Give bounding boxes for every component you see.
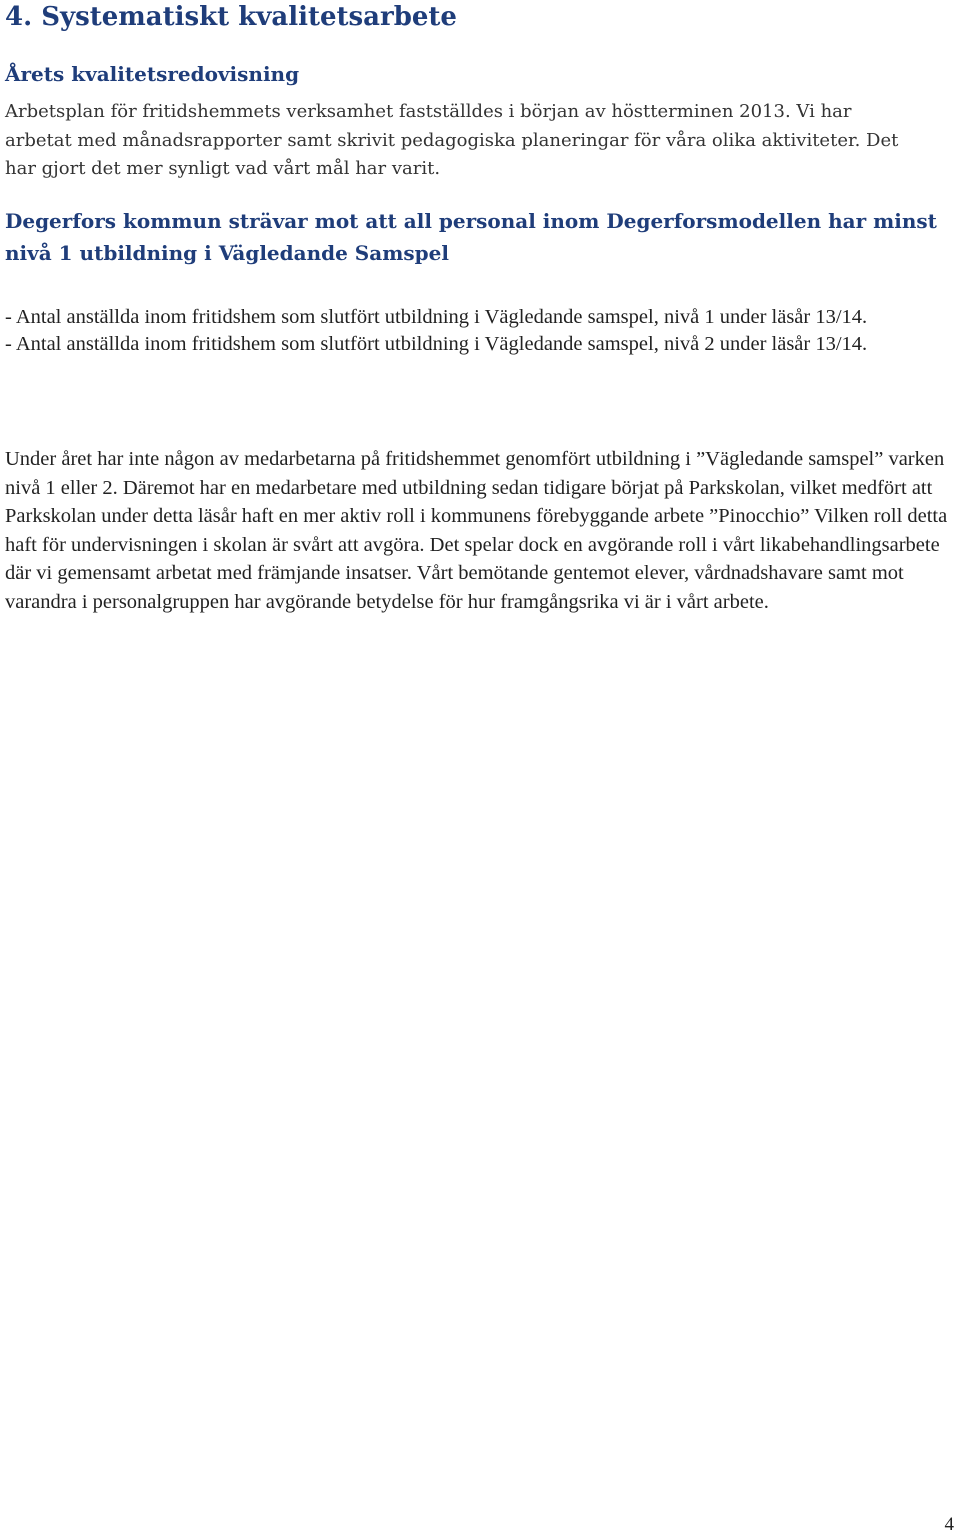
goal-heading: Degerfors kommun strävar mot att all personal inom Degerforsmodellen har minst nivå 1 utbildning i Vägledande Samspel (5, 209, 937, 265)
page-number: 4 (944, 1514, 954, 1535)
intro-paragraph: Arbetsplan för fritidshemmets verksamhet fastställdes i början av höstterminen 2013. Vi har arbetat med månadsrapporter samt skrivit pedagogiska planeringar för våra olika aktiviteter. Det har gjort det mer synligt vad vårt mål har varit. (5, 101, 899, 179)
indicator-item-level-2: - Antal anställda inom fritidshem som slutfört utbildning i Vägledande samspel, nivå 2 under läsår 13/14. (5, 333, 868, 355)
section-title: 4. Systematiskt kvalitetsarbete (5, 2, 457, 32)
subsection-title: Årets kvalitetsredovisning (5, 62, 300, 86)
indicator-item-level-1: - Antal anställda inom fritidshem som slutfört utbildning i Vägledande samspel, nivå 1 under läsår 13/14. (5, 306, 868, 328)
body-paragraph: Under året har inte någon av medarbetarna på fritidshemmet genomfört utbildning i ”Vägledande samspel” varken nivå 1 eller 2. Däremot har en medarbetare med utbildning sedan tidigare börjat på Parkskolan, vilket medfört att Parkskolan under detta läsår haft en mer aktiv roll i kommunens förebyggande arbete ”Pinocchio” Vilken roll detta haft för undervisningen i skolan är svårt att avgöra. Det spelar dock en avgörande roll i vårt likabehandlingsarbete där vi gemensamt arbetat med främjande insatser. Vårt bemötande gentemot elever, vårdnadshavare samt mot varandra i personalgruppen har avgörande betydelse för hur framgångsrika vi är i vårt arbete. (5, 448, 948, 613)
indicator-list (5, 304, 960, 358)
